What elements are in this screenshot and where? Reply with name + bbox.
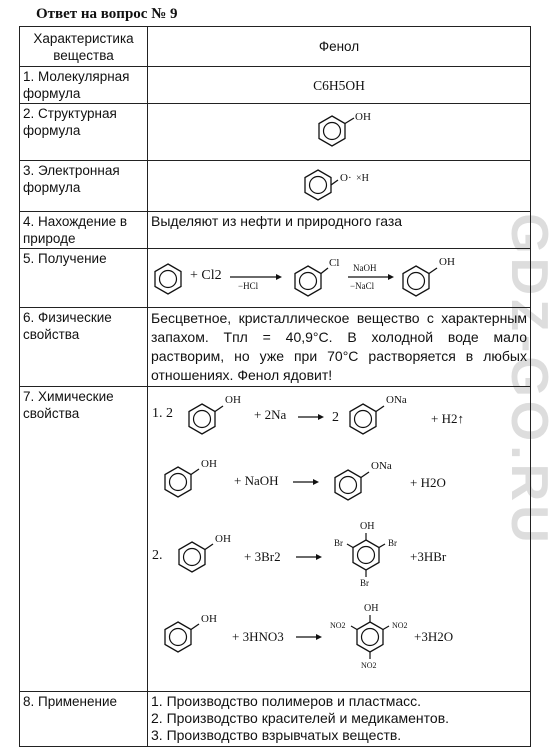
row-electronic xyxy=(20,161,531,212)
header-col1: Характеристика вещества xyxy=(20,27,148,67)
svg-text:OH: OH xyxy=(201,458,217,470)
svg-text:NO2: NO2 xyxy=(392,621,408,630)
naoh-label: NaOH xyxy=(353,263,377,273)
header-col2: Фенол xyxy=(148,27,531,67)
row-structural xyxy=(20,104,531,161)
row-molecular xyxy=(20,67,531,104)
row-label: 4. Нахождение в природе xyxy=(20,212,148,249)
row-label: 6. Физические свойства xyxy=(20,308,148,387)
row-nature xyxy=(20,212,531,249)
electron-o: O· xyxy=(340,172,352,184)
svg-text:ONa: ONa xyxy=(386,394,407,406)
reaction1-num: 1. 2 xyxy=(152,406,173,421)
hcl-label: −HCl xyxy=(238,281,259,291)
electron-h: ×H xyxy=(356,173,369,184)
svg-text:+3H2O: +3H2O xyxy=(414,629,454,644)
row-label: 8. Применение xyxy=(20,692,148,747)
row-chemical xyxy=(20,387,531,692)
svg-text:NO2: NO2 xyxy=(361,661,377,670)
row-label: 5. Получение xyxy=(20,249,148,308)
svg-text:Br: Br xyxy=(334,538,343,548)
row-production xyxy=(20,249,531,308)
svg-text:+ 3Br2: + 3Br2 xyxy=(244,549,281,564)
row-label: 7. Химические свойства xyxy=(20,387,148,692)
row-application xyxy=(20,692,531,747)
row-label: 3. Электронная формула xyxy=(20,161,148,212)
svg-text:Br: Br xyxy=(388,538,397,548)
svg-text:+ 2Na: + 2Na xyxy=(254,407,287,422)
svg-text:NO2: NO2 xyxy=(330,621,346,630)
row-label: 1. Молекулярная формула xyxy=(20,67,148,104)
production-svg xyxy=(148,249,533,303)
phenol-table xyxy=(19,26,531,747)
watermark: GDZ-GO.RU xyxy=(500,213,558,547)
oh-label: OH xyxy=(355,111,371,123)
application-item: 1. Производство полимеров и пластмасс. xyxy=(151,693,422,709)
svg-text:OH: OH xyxy=(201,613,217,625)
cl2-reagent: + Cl2 xyxy=(190,268,222,283)
cl-label: Cl xyxy=(329,257,340,269)
svg-text:+3HBr: +3HBr xyxy=(410,549,447,564)
row-physical xyxy=(20,308,531,387)
oh-label: OH xyxy=(439,256,455,268)
application-item: 2. Производство красителей и медикаментов. xyxy=(151,710,450,726)
page-title: Ответ на вопрос № 9 xyxy=(36,6,178,22)
phenol-ring xyxy=(403,266,437,296)
benzene-ring xyxy=(155,264,181,294)
benzene-ring xyxy=(305,170,338,200)
chemical-reactions-svg xyxy=(148,387,533,687)
application-item: 3. Производство взрывчатых веществ. xyxy=(151,727,402,743)
svg-text:2: 2 xyxy=(332,410,339,425)
chlorobenzene-ring xyxy=(295,266,328,296)
svg-text:OH: OH xyxy=(360,521,375,532)
svg-text:OH: OH xyxy=(225,394,241,406)
svg-text:+ H2O: + H2O xyxy=(410,475,446,490)
svg-text:+ NaOH: + NaOH xyxy=(234,473,279,488)
svg-text:Br: Br xyxy=(360,578,369,588)
molecular-formula: C6H5OH xyxy=(148,67,531,104)
table-header-row xyxy=(20,27,531,67)
structural-formula-svg xyxy=(148,104,533,156)
svg-text:OH: OH xyxy=(215,533,231,545)
row-label: 2. Структурная формула xyxy=(20,104,148,161)
benzene-ring xyxy=(319,116,354,146)
svg-text:+ 3HNO3: + 3HNO3 xyxy=(232,629,284,644)
svg-text:ONa: ONa xyxy=(371,460,392,472)
svg-text:+ H2↑: + H2↑ xyxy=(431,411,464,426)
svg-text:OH: OH xyxy=(364,603,379,614)
nacl-label: −NaCl xyxy=(350,281,375,291)
physical-value: Бесцветное, кристаллическое вещество с характерным запахом. Tпл = 40,9°C. В холодной воде мало растворим, но уже при 70°C растворяется в любых отношениях. Фенол ядовит! xyxy=(148,308,531,387)
nature-value: Выделяют из нефти и природного газа xyxy=(148,212,531,249)
electronic-formula-svg xyxy=(148,161,533,207)
svg-text:2.: 2. xyxy=(152,548,163,563)
